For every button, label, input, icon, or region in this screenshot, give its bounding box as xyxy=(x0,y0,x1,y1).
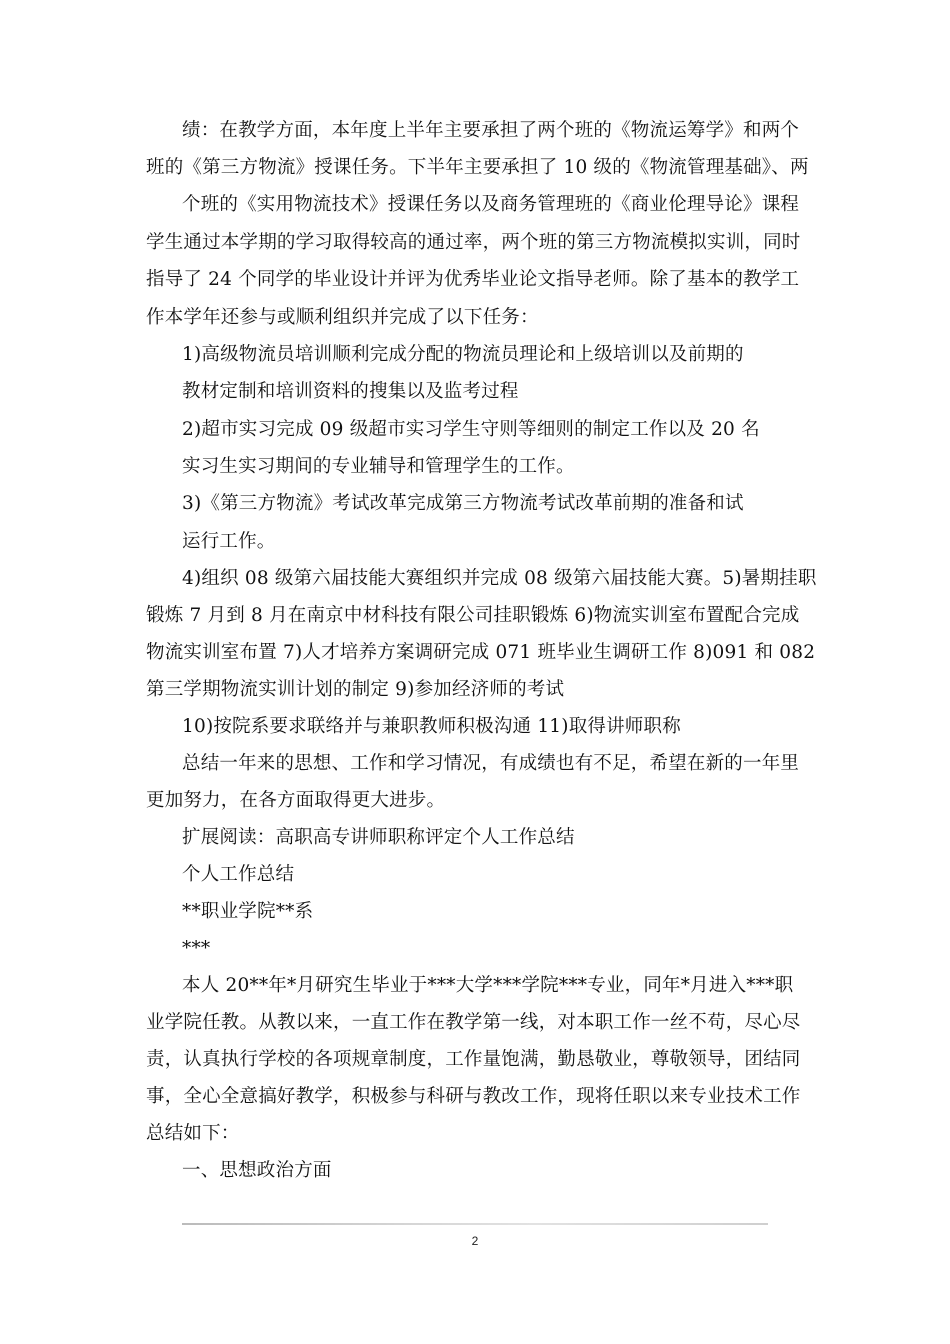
text-line: 业学院任教。从教以来，一直工作在教学第一线，对本职工作一丝不苟，尽心尽 xyxy=(146,1012,801,1033)
text-line: 总结如下： xyxy=(146,1123,240,1144)
text-line: 10)按院系要求联络并与兼职教师积极沟通 11)取得讲师职称 xyxy=(182,716,681,737)
text-line: **职业学院**系 xyxy=(182,901,314,922)
text-line: 实习生实习期间的专业辅导和管理学生的工作。 xyxy=(182,456,575,477)
text-line: 总结一年来的思想、工作和学习情况，有成绩也有不足，希望在新的一年里 xyxy=(182,753,800,774)
text-line: 更加努力，在各方面取得更大进步。 xyxy=(146,790,446,811)
text-line: 扩展阅读：高职高专讲师职称评定个人工作总结 xyxy=(182,827,575,848)
text-line: 绩：在教学方面，本年度上半年主要承担了两个班的《物流运筹学》和两个 xyxy=(182,120,800,141)
text-line: 3)《第三方物流》考试改革完成第三方物流考试改革前期的准备和试 xyxy=(182,493,744,514)
text-line: 事，全心全意搞好教学，积极参与科研与教改工作，现将任职以来专业技术工作 xyxy=(146,1086,801,1107)
text-line: 一、思想政治方面 xyxy=(182,1160,332,1181)
text-line: 本人 20**年*月研究生毕业于***大学***学院***专业，同年*月进入***职 xyxy=(182,975,794,996)
text-line: 第三学期物流实训计划的制定 9)参加经济师的考试 xyxy=(146,679,565,700)
text-line: 物流实训室布置 7)人才培养方案调研完成 071 班毕业生调研工作 8)091 和 082 xyxy=(146,642,816,663)
footer-divider xyxy=(182,1223,768,1225)
text-line: 作本学年还参与或顺利组织并完成了以下任务： xyxy=(146,307,539,328)
text-line: 班的《第三方物流》授课任务。下半年主要承担了 10 级的《物流管理基础》、两 xyxy=(146,157,809,178)
text-line: 2)超市实习完成 09 级超市实习学生守则等细则的制定工作以及 20 名 xyxy=(182,419,760,440)
text-line: 运行工作。 xyxy=(182,531,276,552)
text-line: 责，认真执行学校的各项规章制度，工作量饱满，勤恳敬业，尊敬领导，团结同 xyxy=(146,1049,801,1070)
text-line: 4)组织 08 级第六届技能大赛组织并完成 08 级第六届技能大赛。5)暑期挂职 xyxy=(182,568,817,589)
text-line: *** xyxy=(182,938,211,959)
text-line: 指导了 24 个同学的毕业设计并评为优秀毕业论文指导老师。除了基本的教学工 xyxy=(146,269,800,290)
text-line: 学生通过本学期的学习取得较高的通过率，两个班的第三方物流模拟实训，同时 xyxy=(146,232,801,253)
page-number: 2 xyxy=(471,1234,479,1248)
text-line: 1)高级物流员培训顺利完成分配的物流员理论和上级培训以及前期的 xyxy=(182,344,744,365)
text-line: 教材定制和培训资料的搜集以及监考过程 xyxy=(182,381,519,402)
text-line: 个人工作总结 xyxy=(182,864,295,885)
text-line: 个班的《实用物流技术》授课任务以及商务管理班的《商业伦理导论》课程 xyxy=(182,194,800,215)
text-line: 锻炼 7 月到 8 月在南京中材科技有限公司挂职锻炼 6)物流实训室布置配合完成 xyxy=(146,605,800,626)
